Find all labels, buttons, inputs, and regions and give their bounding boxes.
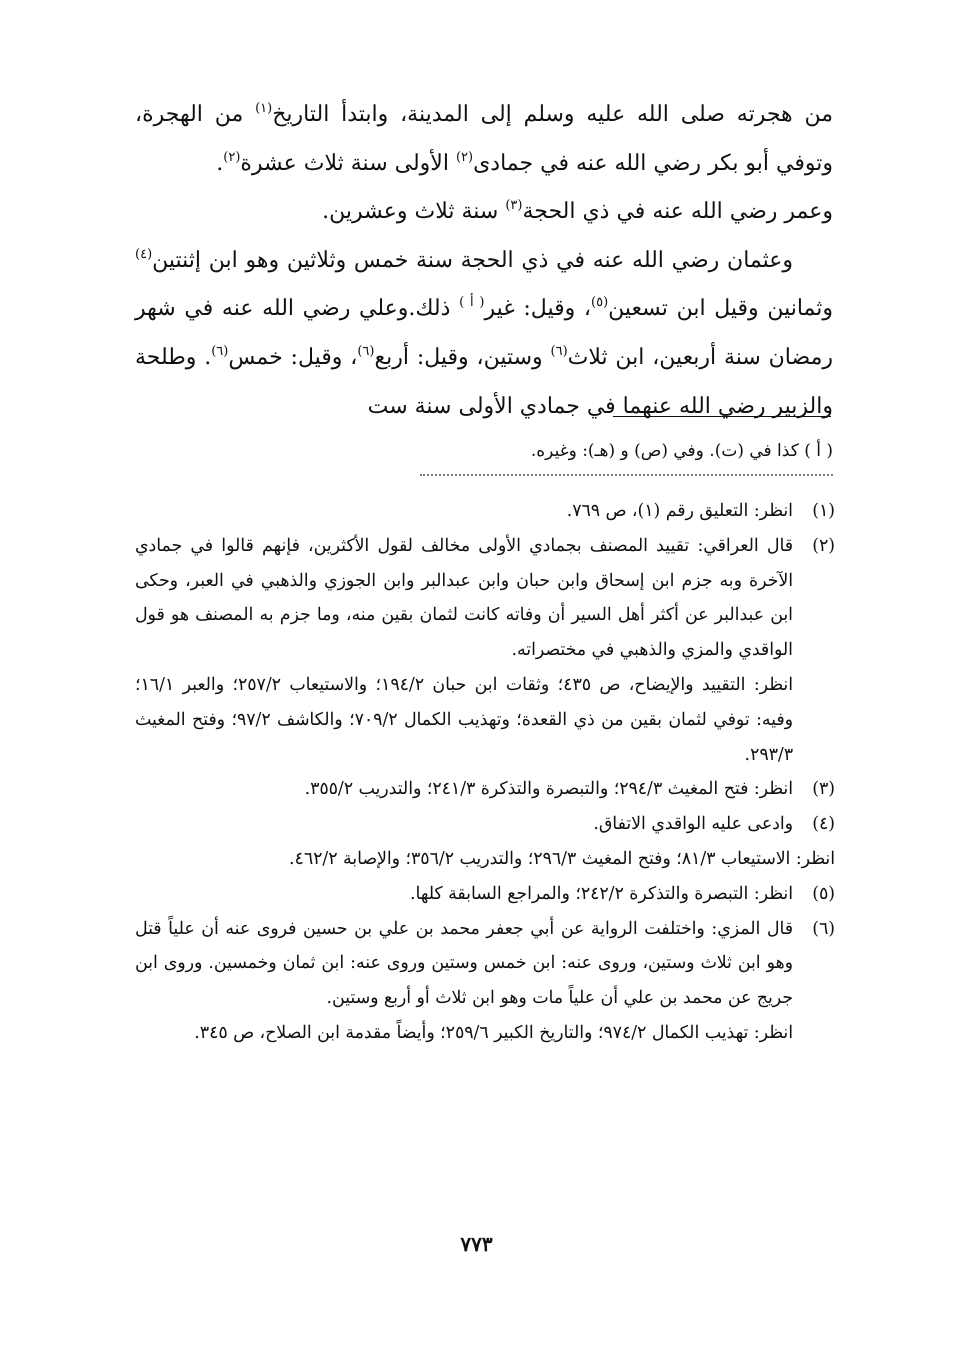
text-run: من الهجرة، وتوفي أبو بكر رضي الله عنه في جمادى	[135, 102, 833, 176]
footnotes-list	[135, 494, 835, 1051]
footnote-number: (٥)	[812, 883, 835, 904]
footnote-number: (٢)	[812, 535, 835, 556]
footnote-text: انظر: فتح المغيث ٢٩٤/٣؛ والتبصرة والتذكرة ٢٤١/٣؛ والتدريب ٣٥٥/٢.	[304, 779, 793, 800]
page-number: ٧٧٣	[460, 1232, 493, 1256]
footnote-text: انظر: تهذيب الكمال ٩٧٤/٢؛ والتاريخ الكبير ٢٥٩/٦؛ وأيضاً مقدمة ابن الصلاح، ص ٣٤٥.	[194, 1022, 793, 1043]
footnote-separator	[613, 416, 831, 417]
footnote-ref: (٢)	[223, 149, 241, 165]
variant-note: ( أ ) كذا في (ت). وفي (ص) و (هـ): وغيره.	[530, 441, 833, 461]
footnote-3	[135, 772, 835, 807]
text-run: وستين، وقيل: أربع	[374, 344, 551, 370]
main-text	[135, 92, 833, 429]
footnote-ref: (٦)	[211, 343, 229, 359]
text-run: الأولى سنة ثلاث عشرة	[240, 150, 456, 176]
footnote-number: (٣)	[812, 779, 835, 800]
text-run: وعثمان رضي الله عنه في ذي الحجة سنة خمس وثلاثين وهو ابن إثنتين	[152, 247, 793, 273]
footnote-number: (٤)	[812, 814, 835, 835]
text-run: . وطلحة والزبير رضي الله عنهما في جمادي الأولى سنة ست	[135, 344, 833, 419]
text-run: من هجرته صلى الله عليه وسلم إلى المدينة، وابتدأ التاريخ	[272, 102, 833, 127]
main-paragraph-3	[135, 238, 833, 429]
footnote-number: (١)	[812, 501, 835, 521]
footnote-text: وادعى عليه الواقدي الاتفاق.	[593, 814, 793, 835]
footnote-5	[135, 877, 835, 912]
text-run: وثمانين وقيل ابن تسعين	[608, 296, 833, 322]
footnote-1	[135, 494, 835, 529]
dotted-divider	[420, 474, 833, 476]
footnote-text: قال المزي: واختلفت الرواية عن أبي جعفر محمد بن علي بن حسين فروى عنه أن علياً قتل وهو ابن ثلاث وستين، وروى عنه: ابن خمس وستين وروى عنه: ابن ثمان وخمسين. وروى ابن جريج عن محمد بن علي أن علياً مات وهو ابن ثلاث أو أربع وستين.	[135, 918, 793, 1009]
text-run: .	[216, 150, 224, 176]
footnote-ref: (٣)	[505, 198, 523, 214]
text-run: وعمر رضي الله عنه في ذي الحجة	[522, 199, 833, 225]
variant-ref: ( أ )	[459, 295, 485, 311]
footnote-ref: (٦)	[357, 343, 375, 359]
footnote-2	[135, 529, 835, 773]
footnote-4	[135, 807, 835, 877]
footnote-ref: (٦)	[550, 343, 568, 359]
footnote-number: (٦)	[812, 918, 835, 939]
main-paragraph-1	[135, 92, 833, 189]
text-run: ، وقيل: خمس	[228, 344, 358, 370]
footnote-ref: (٥)	[591, 295, 609, 311]
footnote-text: قال العراقي: تقييد المصنف بجمادي الأولى مخالف لقول الأكثرين، فإنهم قالوا في جمادي الآخرة وبه جزم ابن إسحاق وابن حبان وابن عبدالبر وابن الجوزي والذهبي في العبر، وحكى ابن عبدالبر عن أكثر أهل السير أن وفاته كانت لثمان بقين منه، وما جزم به المصنف هو قول الواقدي والمزي والذهبي في مختصراته.	[135, 535, 793, 661]
footnote-text: انظر: التعليق رقم (١)، ص ٧٦٩.	[566, 501, 793, 521]
text-run: ، وقيل: غير	[484, 296, 592, 322]
text-run: ذلك.وعلي رضي الله عنه في شهر رمضان سنة أربعين، ابن ثلاث	[135, 296, 833, 370]
footnote-6	[135, 912, 835, 1051]
footnote-text: انظر: التقييد والإيضاح، ص ٤٣٥؛ وثقات ابن حبان ١٩٤/٢؛ والاستيعاب ٢٥٧/٢؛ والعبر ١٦/١؛ وفيه: توفي لثمان بقين من ذي القعدة؛ وتهذيب الكمال ٧٠٩/٢؛ والكاشف ٩٧/٢؛ وفتح المغيث ٢٩٣/٣.	[135, 674, 793, 765]
footnote-ref: (٤)	[135, 246, 153, 262]
footnote-ref: (١)	[255, 101, 273, 116]
main-paragraph-2	[135, 189, 833, 238]
footnote-ref: (٢)	[455, 149, 474, 165]
text-run: سنة ثلاث وعشرين.	[322, 199, 506, 225]
footnote-text: انظر: التبصرة والتذكرة ٢٤٢/٢؛ والمراجع السابقة كلها.	[409, 883, 793, 904]
footnote-text: انظر: الاستيعاب ٨١/٣؛ وفتح المغيث ٢٩٦/٣؛ والتدريب ٣٥٦/٢؛ والإصابة ٤٦٢/٢.	[289, 848, 835, 869]
